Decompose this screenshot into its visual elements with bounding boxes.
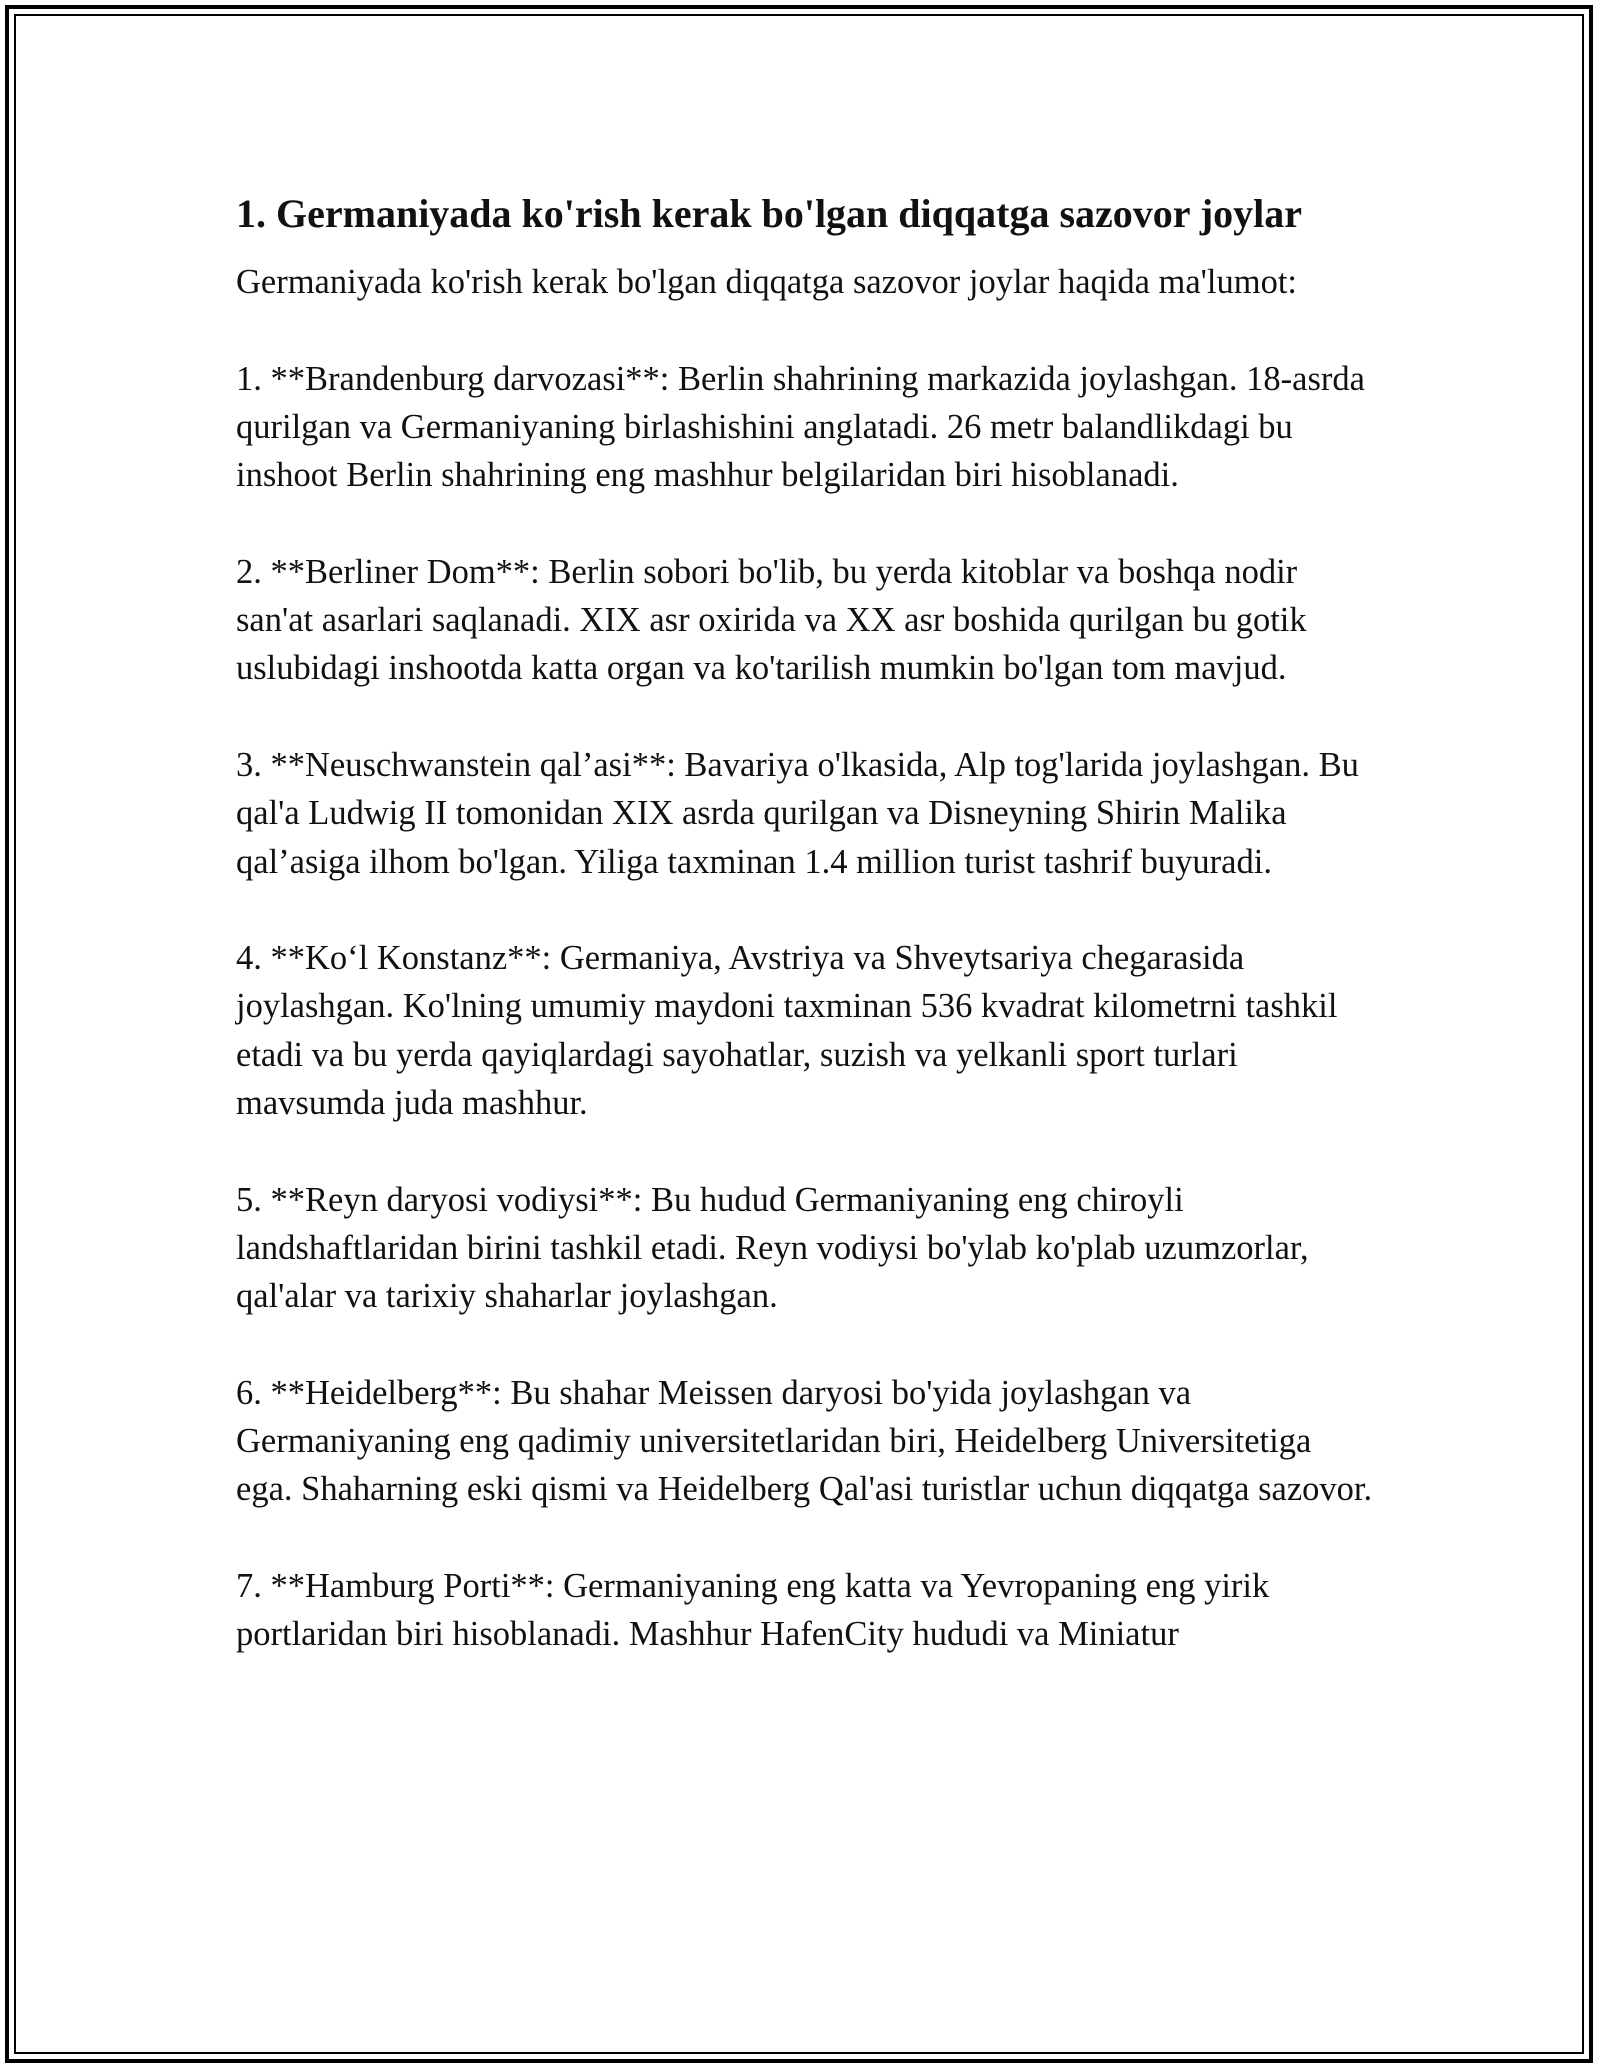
list-item: 5. **Reyn daryosi vodiysi**: Bu hudud Germaniyaning eng chiroyli landshaftlaridan birini tashkil etadi. Reyn vodiysi bo'ylab ko'plab uzumzorlar, qal'alar va tarixiy shaharlar joylashgan. [236,1180,1309,1316]
list-item: 7. **Hamburg Porti**: Germaniyaning eng katta va Yevropaning eng yirik portlaridan biri hisoblanadi. Mashhur HafenCity hududi va Miniatur [236,1567,1270,1654]
list-item: 2. **Berliner Dom**: Berlin sobori bo'lib, bu yerda kitoblar va boshqa nodir san'at asarlari saqlanadi. XIX asr oxirida va XX asr boshida qurilgan bu gotik uslubidagi inshootda katta organ va ko'tarilish mumkin bo'lgan tom mavjud. [236,552,1307,688]
list-item: 6. **Heidelberg**: Bu shahar Meissen daryosi bo'yida joylashgan va Germaniyaning eng qadimiy universitetlaridan biri, Heidelberg Universitetiga ega. Shaharning eski qismi va Heidelberg Qal'asi turistlar uchun diqqatga sazovor. [236,1373,1373,1509]
document-title: 1. Germaniyada ko'rish kerak bo'lgan diqqatga sazovor joylar [236,191,1303,236]
list-item: 4. **Koʻl Konstanz**: Germaniya, Avstriya va Shveytsariya chegarasida joylashgan. Ko'lning umumiy maydoni taxminan 536 kvadrat kilometrni tashkil etadi va bu yerda qayiqlardagi sayohatlar, suzish va yelkanli sport turlari mavsumda juda mashhur. [236,939,1338,1123]
document-body [236,186,1376,1659]
intro-paragraph: Germaniyada ko'rish kerak bo'lgan diqqatga sazovor joylar haqida ma'lumot: [236,263,1297,301]
list-item: 1. **Brandenburg darvozasi**: Berlin shahrining markazida joylashgan. 18-asrda qurilgan va Germaniyaning birlashishini anglatadi. 26 metr balandlikdagi bu inshoot Berlin shahrining eng mashhur belgilaridan biri hisoblanadi. [236,359,1365,495]
list-item: 3. **Neuschwanstein qal’asi**: Bavariya o'lkasida, Alp tog'larida joylashgan. Bu qal'a Ludwig II tomonidan XIX asrda qurilgan va Disneyning Shirin Malika qal’asiga ilhom bo'lgan. Yiliga taxminan 1.4 million turist tashrif buyuradi. [236,745,1359,881]
